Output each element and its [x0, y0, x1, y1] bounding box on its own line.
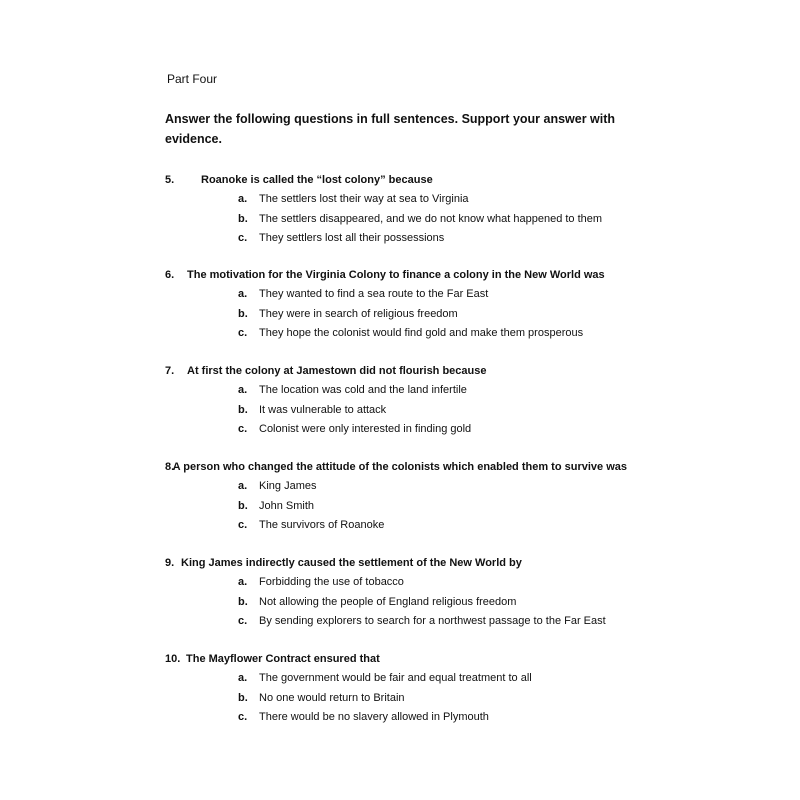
question-text: King James indirectly caused the settlement of the New World by — [181, 557, 522, 569]
option-c[interactable] — [165, 229, 725, 249]
option-letter: c. — [238, 327, 248, 339]
option-letter: b. — [238, 595, 248, 608]
option-letter: b. — [238, 691, 248, 704]
option-text: Not allowing the people of England religious freedom — [259, 595, 517, 608]
option-text: There would be no slavery allowed in Plymouth — [259, 711, 489, 723]
option-text: They settlers lost all their possessions — [259, 232, 445, 244]
option-a[interactable] — [165, 190, 725, 210]
option-text: Forbidding the use of tobacco — [259, 576, 404, 588]
option-a[interactable] — [165, 477, 725, 497]
option-text: The survivors of Roanoke — [259, 519, 385, 531]
option-a[interactable] — [165, 381, 725, 401]
question-number: 7. — [165, 365, 175, 377]
option-text: They were in search of religious freedom — [259, 307, 458, 320]
option-b[interactable] — [165, 593, 725, 613]
option-b[interactable] — [165, 689, 725, 709]
answer-options — [165, 477, 725, 536]
option-b[interactable] — [165, 210, 725, 230]
answer-options — [165, 190, 725, 249]
option-letter: a. — [238, 193, 248, 205]
option-text: No one would return to Britain — [259, 691, 405, 704]
option-letter: c. — [238, 232, 248, 244]
option-letter: a. — [238, 288, 248, 300]
question-number: 10. — [165, 653, 181, 665]
option-letter: a. — [238, 384, 248, 396]
question-10 — [165, 650, 725, 728]
option-a[interactable] — [165, 285, 725, 305]
option-letter: c. — [238, 519, 248, 531]
option-text: Colonist were only interested in finding gold — [259, 423, 472, 435]
question-9 — [165, 554, 725, 632]
question-stem — [165, 458, 725, 477]
part-title: Part Four — [167, 72, 218, 86]
option-text: John Smith — [259, 499, 315, 512]
option-letter: b. — [238, 499, 248, 512]
question-6 — [165, 266, 725, 344]
answer-options — [165, 285, 725, 344]
option-letter: c. — [238, 711, 248, 723]
question-5 — [165, 171, 725, 249]
option-letter: b. — [238, 212, 248, 225]
answer-options — [165, 573, 725, 632]
instructions: Answer the following questions in full sentences. Support your answer with evidence. — [165, 112, 616, 146]
question-text: The Mayflower Contract ensured that — [186, 653, 380, 665]
question-stem — [165, 266, 725, 285]
option-text: The government would be fair and equal treatment to all — [259, 672, 532, 684]
option-b[interactable] — [165, 401, 725, 421]
option-text: They wanted to find a sea route to the Far East — [259, 288, 489, 300]
option-text: It was vulnerable to attack — [259, 403, 387, 416]
option-text: King James — [259, 480, 317, 492]
answer-options — [165, 381, 725, 440]
question-text: A person who changed the attitude of the colonists which enabled them to survive was — [172, 461, 627, 473]
option-c[interactable] — [165, 516, 725, 536]
question-number: 9. — [165, 557, 175, 569]
option-letter: a. — [238, 480, 248, 492]
question-number: 5. — [165, 174, 175, 186]
option-b[interactable] — [165, 497, 725, 517]
question-number: 8. — [165, 461, 175, 473]
option-b[interactable] — [165, 305, 725, 325]
question-stem — [165, 171, 725, 190]
question-8 — [165, 458, 725, 536]
option-text: The location was cold and the land infertile — [259, 384, 467, 396]
question-text: At first the colony at Jamestown did not flourish because — [187, 365, 487, 377]
option-text: By sending explorers to search for a northwest passage to the Far East — [259, 615, 606, 627]
option-letter: a. — [238, 576, 248, 588]
option-letter: a. — [238, 672, 248, 684]
question-stem — [165, 650, 725, 669]
question-stem — [165, 554, 725, 573]
answer-options — [165, 669, 725, 728]
option-c[interactable] — [165, 420, 725, 440]
option-letter: c. — [238, 615, 248, 627]
option-c[interactable] — [165, 324, 725, 344]
question-text: The motivation for the Virginia Colony to finance a colony in the New World was — [187, 269, 605, 281]
question-stem — [165, 362, 725, 381]
question-text: Roanoke is called the “lost colony” because — [201, 174, 433, 186]
question-7 — [165, 362, 725, 440]
option-text: The settlers lost their way at sea to Virginia — [259, 193, 469, 205]
option-letter: b. — [238, 403, 248, 416]
option-c[interactable] — [165, 708, 725, 728]
question-number: 6. — [165, 269, 175, 281]
option-letter: b. — [238, 307, 248, 320]
option-c[interactable] — [165, 612, 725, 632]
option-text: The settlers disappeared, and we do not know what happened to them — [259, 212, 603, 225]
option-a[interactable] — [165, 573, 725, 593]
option-a[interactable] — [165, 669, 725, 689]
option-letter: c. — [238, 423, 248, 435]
option-text: They hope the colonist would find gold and make them prosperous — [259, 327, 584, 339]
